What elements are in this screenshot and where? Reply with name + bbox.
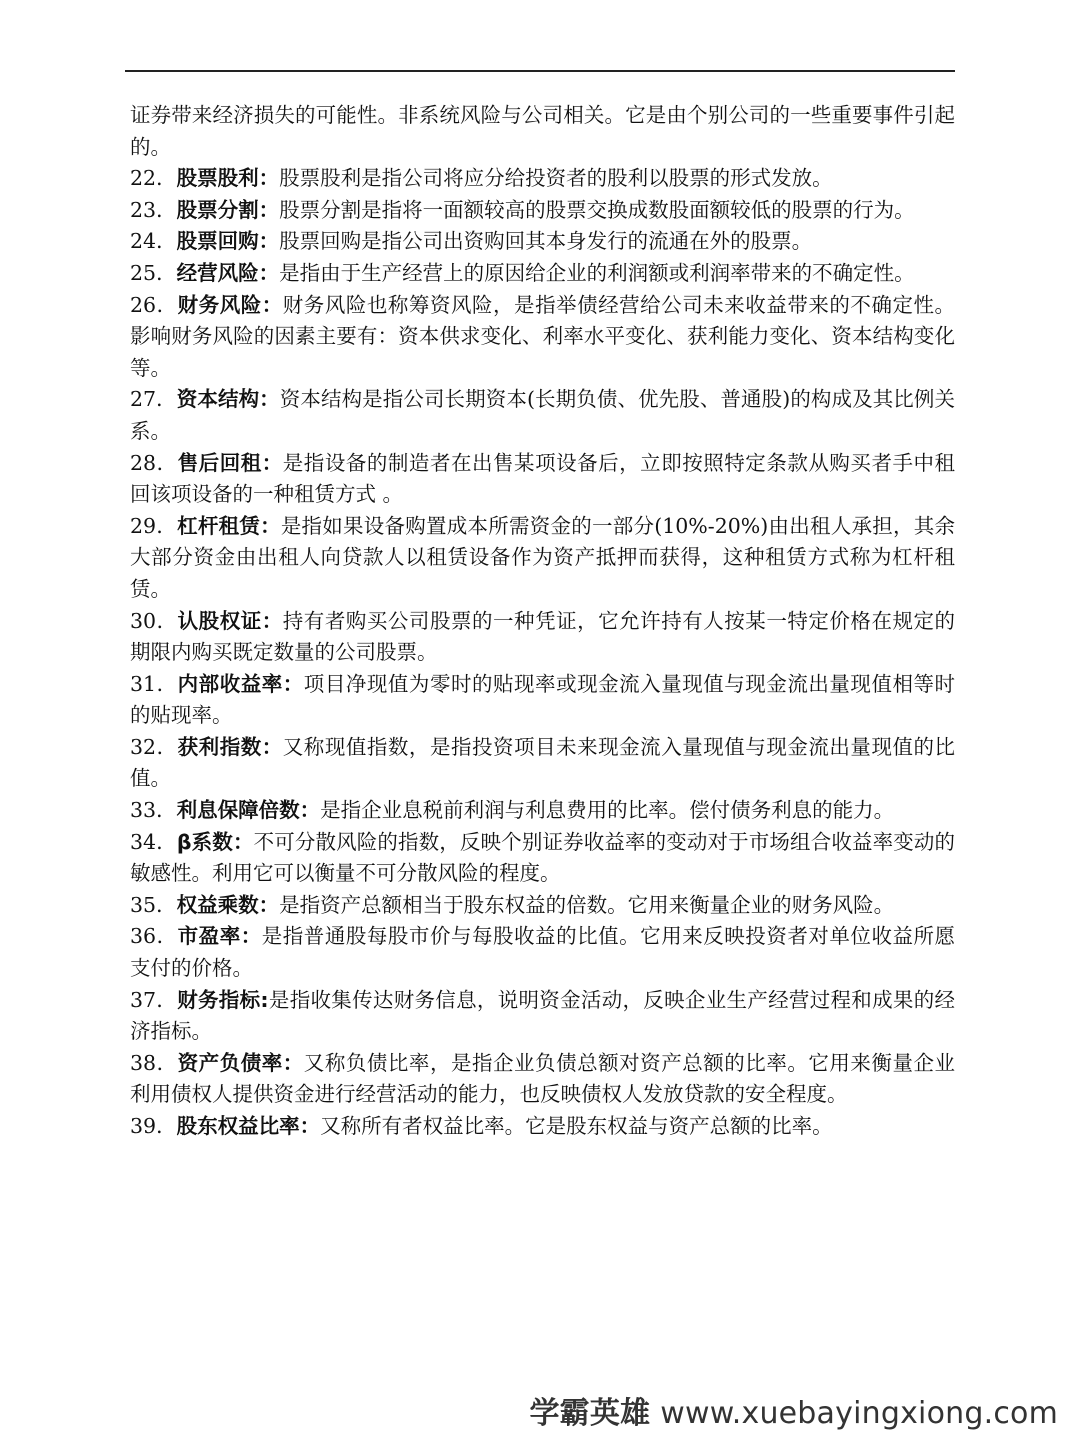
entry-separator: ： <box>232 829 254 854</box>
entry-term: 股票分割 <box>176 197 259 222</box>
entry-number: 34． <box>130 829 177 854</box>
entry-definition: 又称负债比率，是指企业负债总额对资产总额的比率。它用来衡量企业利用债权人提供资金进行经营活动的能力，也反映债权人发放贷款的安全程度。 <box>130 1050 956 1107</box>
glossary-entry <box>130 827 955 890</box>
entry-separator: ： <box>258 166 280 191</box>
entry-number: 35． <box>130 892 177 917</box>
entry-definition: 股票股利是指公司将应分给投资者的股利以股票的形式发放。 <box>279 166 833 191</box>
entry-number: 27． <box>130 387 177 412</box>
entry-number: 23． <box>130 197 177 222</box>
site-watermark <box>529 1388 1058 1432</box>
entry-definition: 是指普通股每股市价与每股收益的比值。它用来反映投资者对单位收益所愿支付的价格。 <box>130 924 956 981</box>
entry-term: 认股权证 <box>177 608 262 633</box>
intro-paragraph: 证券带来经济损失的可能性。非系统风险与公司相关。它是由个别公司的一些重要事件引起的。 <box>130 103 955 159</box>
glossary-entry <box>130 1048 955 1111</box>
glossary-entry <box>130 890 955 922</box>
entry-separator: : <box>260 987 269 1012</box>
entry-separator: ： <box>258 260 280 285</box>
entry-number: 28． <box>130 450 178 475</box>
entry-definition: 是指由于生产经营上的原因给企业的利润额或利润率带来的不确定性。 <box>279 260 915 285</box>
entry-separator: ： <box>258 197 280 222</box>
entry-term: 内部收益率 <box>177 671 283 696</box>
entry-definition: 又称现值指数，是指投资项目未来现金流入量现值与现金流出量现值的比值。 <box>130 734 956 791</box>
entry-separator: ： <box>261 292 283 317</box>
entry-number: 31． <box>130 671 178 696</box>
entry-number: 37． <box>130 987 178 1012</box>
entry-separator: ： <box>261 608 283 633</box>
entry-term: 获利指数 <box>177 734 262 759</box>
entry-definition: 股票回购是指公司出资购回其本身发行的流通在外的股票。 <box>279 229 813 254</box>
entry-separator: ： <box>261 450 283 475</box>
entry-number: 38． <box>130 1050 178 1075</box>
entry-definition: 是指企业息税前利润与利息费用的比率。偿付债务利息的能力。 <box>320 798 895 823</box>
entry-number: 22． <box>130 166 177 191</box>
glossary-entry <box>130 732 955 795</box>
entry-definition: 持有者购买公司股票的一种凭证，它允许持有人按某一特定价格在规定的期限内购买既定数量的公司股票。 <box>130 608 956 665</box>
glossary-entry <box>130 921 955 984</box>
entry-term: 利息保障倍数 <box>176 798 300 823</box>
entry-separator: ： <box>259 387 280 412</box>
entry-number: 30． <box>130 608 178 633</box>
entry-definition: 是指设备的制造者在出售某项设备后，立即按照特定条款从购买者手中租回该项设备的一种租赁方式 。 <box>130 450 956 507</box>
glossary-entry <box>130 384 955 447</box>
entry-term: 股东权益比率 <box>176 1114 300 1138</box>
glossary-entry <box>130 606 955 669</box>
glossary-entry <box>130 226 955 258</box>
entry-number: 24． <box>130 229 177 254</box>
glossary-entry <box>130 669 955 732</box>
entry-number: 39． <box>130 1114 177 1138</box>
entry-term: 权益乘数 <box>176 892 259 917</box>
entry-term: 经营风险 <box>176 260 259 285</box>
entry-definition: 是指如果设备购置成本所需资金的一部分(10%-20%)由出租人承担，其余大部分资金由出租人向贷款人以租赁设备作为资产抵押而获得，这种租赁方式称为杠杆租赁。 <box>130 513 955 601</box>
entry-term: 股票回购 <box>176 229 259 254</box>
glossary-entry <box>130 290 955 385</box>
glossary-entry <box>130 1111 955 1143</box>
entry-number: 36． <box>130 924 178 949</box>
glossary-entry <box>130 195 955 227</box>
entry-term: 售后回租 <box>177 450 262 475</box>
entry-separator: ： <box>258 229 280 254</box>
entry-term: 杠杆租赁 <box>177 513 261 538</box>
entry-number: 26． <box>130 292 178 317</box>
entry-number: 29． <box>130 513 178 538</box>
glossary-entry <box>130 258 955 290</box>
entry-term: 股票股利 <box>176 166 259 191</box>
entry-definition: 不可分散风险的指数，反映个别证券收益率的变动对于市场组合收益率变动的敏感性。利用它可以衡量不可分散风险的程度。 <box>130 829 955 886</box>
glossary-entry <box>130 795 955 827</box>
entry-separator: ： <box>261 734 283 759</box>
entry-number: 32． <box>130 734 178 759</box>
entry-definition: 项目净现值为零时的贴现率或现金流入量现值与现金流出量现值相等时的贴现率。 <box>130 671 956 728</box>
entry-separator: ： <box>258 892 280 917</box>
entry-definition: 财务风险也称筹资风险，是指举债经营给公司未来收益带来的不确定性。影响财务风险的因素主要有：资本供求变化、利率水平变化、获利能力变化、资本结构变化等。 <box>130 292 956 380</box>
entry-term: 资产负债率 <box>177 1050 283 1075</box>
entry-definition: 是指资产总额相当于股东权益的倍数。它用来衡量企业的财务风险。 <box>279 892 895 917</box>
entry-separator: ： <box>282 1050 304 1075</box>
entry-term: 财务指标 <box>177 987 261 1012</box>
entry-definition: 是指收集传达财务信息，说明资金活动，反映企业生产经营过程和成果的经济指标。 <box>130 987 955 1044</box>
watermark-brand: 学霸英雄 <box>529 1396 651 1431</box>
entry-number: 25． <box>130 260 177 285</box>
header-rule <box>125 70 955 72</box>
entry-number: 33． <box>130 798 177 823</box>
entry-separator: ： <box>282 671 304 696</box>
glossary-entry <box>130 511 955 606</box>
entry-separator: ： <box>260 513 281 538</box>
entry-term: 资本结构 <box>176 387 260 412</box>
glossary-entry <box>130 448 955 511</box>
entry-separator: ： <box>299 1114 321 1138</box>
entry-term: 财务风险 <box>177 292 262 317</box>
glossary-entry <box>130 163 955 195</box>
entry-definition: 股票分割是指将一面额较高的股票交换成数股面额较低的股票的行为。 <box>279 197 915 222</box>
document-body <box>130 100 955 1143</box>
entry-separator: ： <box>240 924 262 949</box>
watermark-url: www.xuebayingxiong.com <box>660 1396 1058 1431</box>
entry-definition: 资本结构是指公司长期资本(长期负债、优先股、普通股)的构成及其比例关系。 <box>130 387 955 443</box>
entry-term: 市盈率 <box>177 924 241 949</box>
glossary-entry <box>130 985 955 1048</box>
entry-term: β系数 <box>176 829 233 854</box>
entry-definition: 又称所有者权益比率。它是股东权益与资产总额的比率。 <box>320 1114 833 1138</box>
entry-separator: ： <box>299 798 321 823</box>
